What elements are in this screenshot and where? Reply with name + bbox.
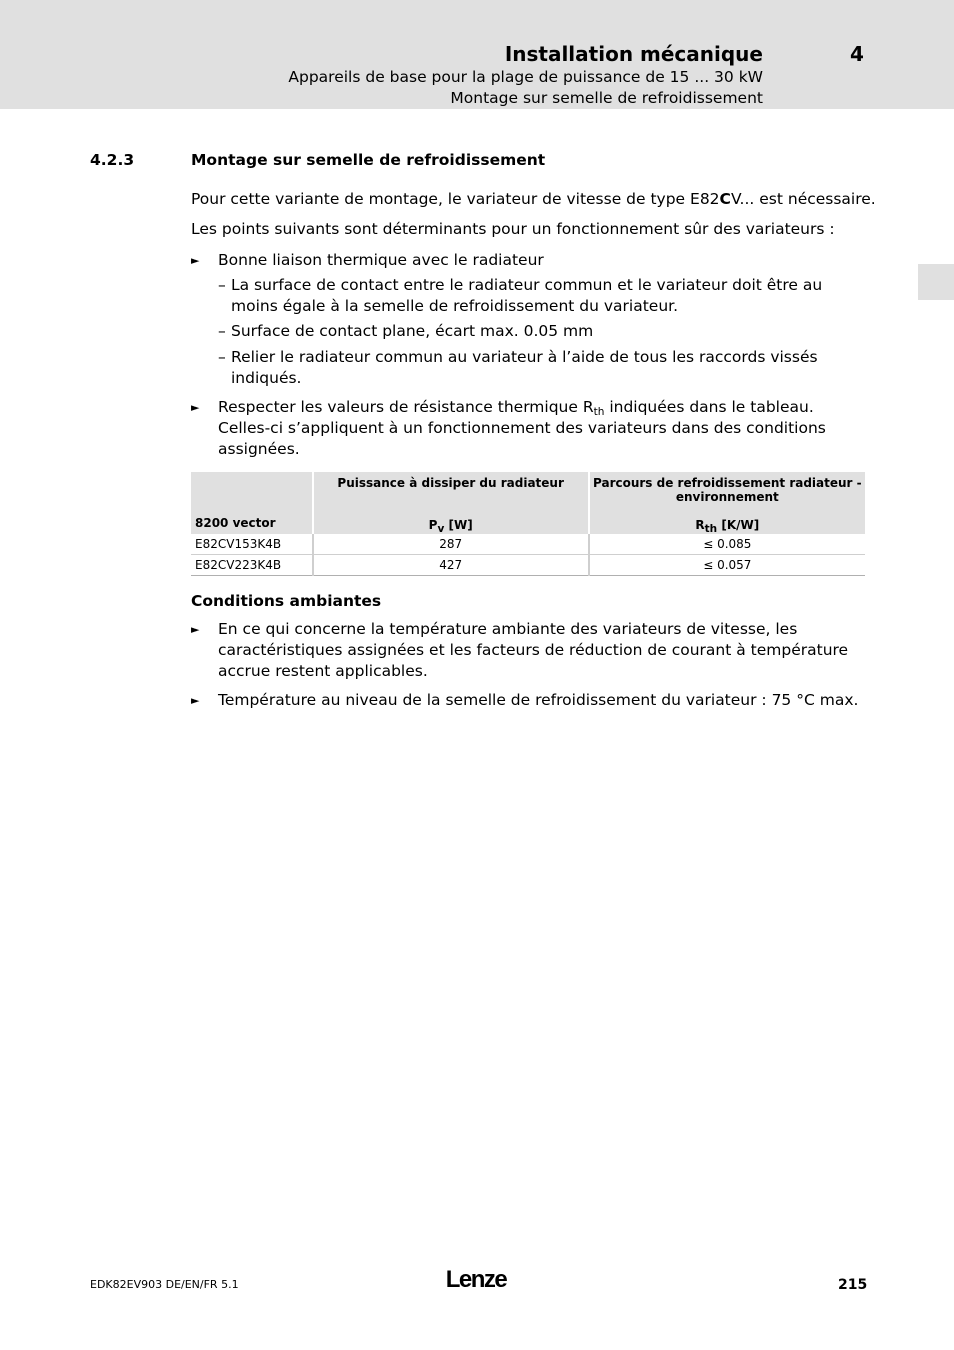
cell-rth: ≤ 0.057 bbox=[589, 555, 865, 576]
intro-bold-c: C bbox=[719, 190, 731, 208]
bullet-text: En ce qui concerne la température ambiante des variateurs de vitesse, les caractéristiques assignées et les facteurs de réduction de courant à température accrue restent applicables. bbox=[218, 620, 849, 680]
bullet-arrow-icon: ► bbox=[191, 401, 200, 414]
lenze-logo-text: Lenze bbox=[445, 1266, 507, 1292]
rth-subscript: th bbox=[593, 406, 605, 418]
cell-rth: ≤ 0.085 bbox=[589, 534, 865, 555]
table-row bbox=[191, 555, 865, 576]
dash-item-screw-connections bbox=[218, 347, 863, 389]
document-id: EDK82EV903 DE/EN/FR 5.1 bbox=[90, 1278, 239, 1291]
unit-rth-subscript: th bbox=[704, 523, 718, 535]
cell-power: 427 bbox=[313, 555, 589, 576]
chapter-title: Installation mécanique bbox=[504, 42, 763, 66]
bullet-thermal-link bbox=[191, 250, 861, 271]
chapter-side-tab bbox=[918, 264, 954, 300]
bullet-text-pre: Respecter les valeurs de résistance thermique R bbox=[218, 398, 594, 416]
intro-paragraph-1 bbox=[191, 190, 876, 208]
col-header-model: 8200 vector bbox=[191, 472, 313, 534]
bullet-text bbox=[218, 397, 861, 460]
dash-text: Surface de contact plane, écart max. 0.05 mm bbox=[231, 322, 594, 340]
cell-model: E82CV223K4B bbox=[191, 555, 313, 576]
cell-model: E82CV153K4B bbox=[191, 534, 313, 555]
page-number: 215 bbox=[838, 1277, 868, 1293]
unit-power-subscript: v bbox=[437, 523, 445, 535]
dash-item-flat-surface bbox=[218, 321, 863, 342]
bullet-arrow-icon: ► bbox=[191, 254, 200, 267]
dash-text: La surface de contact entre le radiateur commun et le variateur doit être au moins égale à la semelle de refroidissement du variateur. bbox=[231, 276, 823, 315]
bullet-heatsink-temperature bbox=[191, 690, 861, 711]
bullet-text: Température au niveau de la semelle de refroidissement du variateur : 75 °C max. bbox=[218, 691, 859, 709]
intro-text-1: Pour cette variante de montage, le variateur de vitesse de type E82 bbox=[191, 190, 720, 208]
unit-rth-symbol: R bbox=[695, 518, 705, 532]
table-row bbox=[191, 534, 865, 555]
dash-text: Relier le radiateur commun au variateur à l’aide de tous les raccords vissés indiqués. bbox=[231, 348, 818, 387]
bullet-text: Bonne liaison thermique avec le radiateur bbox=[218, 251, 544, 269]
unit-rth-label: [K/W] bbox=[717, 518, 760, 532]
bullet-text-post: indiquées dans le tableau. Celles-ci s’appliquent à un fonctionnement des variateurs dans des conditions assignées. bbox=[218, 398, 826, 458]
bullet-thermal-resistance bbox=[191, 397, 861, 460]
col-unit-power bbox=[313, 516, 589, 534]
cell-power: 287 bbox=[313, 534, 589, 555]
bullet-arrow-icon: ► bbox=[191, 694, 200, 707]
col-header-rth: Parcours de refroidissement radiateur - environnement bbox=[589, 472, 865, 516]
col-unit-rth bbox=[589, 516, 865, 534]
ambient-conditions-heading: Conditions ambiantes bbox=[191, 592, 382, 610]
dash-mark: – bbox=[218, 322, 226, 340]
lenze-logo bbox=[437, 1266, 515, 1292]
intro-paragraph-2: Les points suivants sont déterminants pour un fonctionnement sûr des variateurs : bbox=[191, 220, 835, 238]
header-subtitle-1: Appareils de base pour la plage de puissance de 15 ... 30 kW bbox=[288, 68, 763, 86]
table-header-row bbox=[191, 472, 865, 516]
dash-mark: – bbox=[218, 348, 226, 366]
section-number: 4.2.3 bbox=[90, 151, 135, 169]
intro-text-2: V... est nécessaire. bbox=[730, 190, 876, 208]
header-subtitle-2: Montage sur semelle de refroidissement bbox=[450, 89, 763, 107]
thermal-data-table bbox=[191, 472, 865, 576]
dash-mark: – bbox=[218, 276, 226, 294]
bullet-ambient-temperature bbox=[191, 619, 861, 682]
bullet-arrow-icon: ► bbox=[191, 623, 200, 636]
col-header-power: Puissance à dissiper du radiateur bbox=[313, 472, 589, 516]
unit-power-label: [W] bbox=[444, 518, 473, 532]
dash-item-contact-surface bbox=[218, 275, 863, 317]
section-title: Montage sur semelle de refroidissement bbox=[191, 151, 546, 169]
chapter-number: 4 bbox=[850, 42, 864, 66]
unit-power-symbol: P bbox=[428, 518, 438, 532]
